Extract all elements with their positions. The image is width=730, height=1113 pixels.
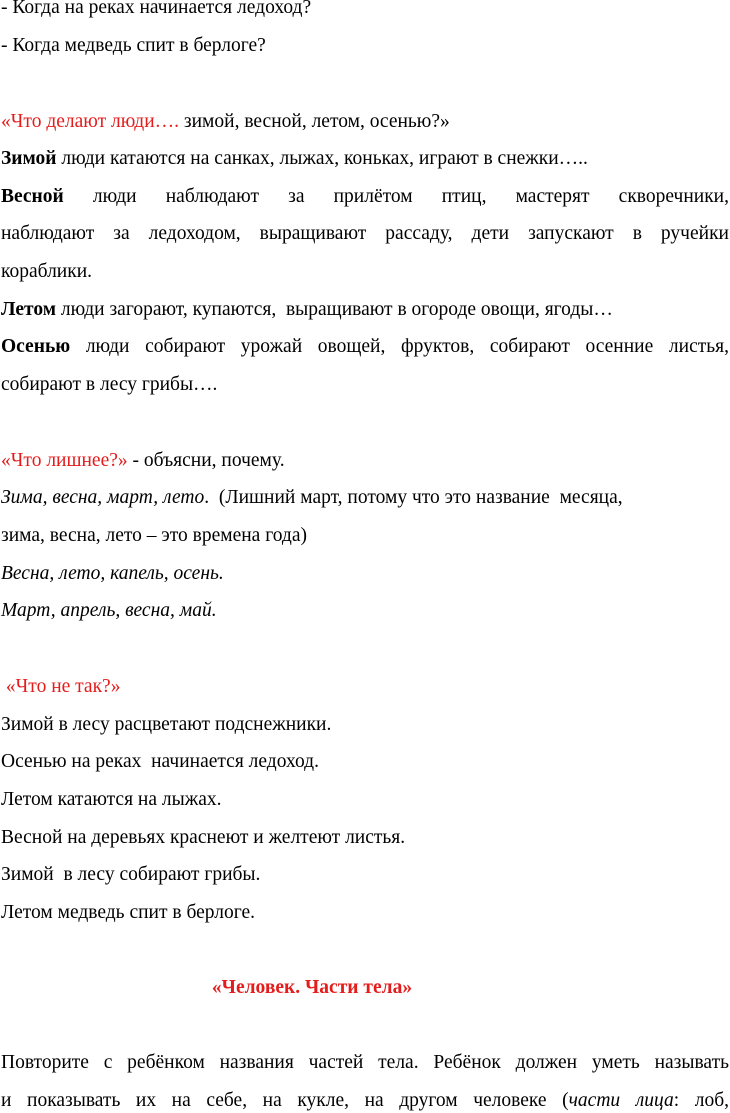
summer-line xyxy=(1,298,730,322)
section-heading-body-parts: «Человек. Части тела» xyxy=(211,977,413,998)
wrong-statement: Осенью на реках начинается ледоход. xyxy=(1,751,319,772)
section-title-rest: - объясни, почему. xyxy=(127,450,285,471)
paragraph-text-end: : лоб, xyxy=(673,1090,730,1111)
paragraph-italic-term: части лица xyxy=(568,1090,674,1111)
section-title-what-people-do xyxy=(1,110,730,134)
autumn-line-2: собирают в лесу грибы…. xyxy=(1,374,218,395)
wrong-statement: Зимой в лесу собирают грибы. xyxy=(1,864,261,885)
season-label-summer: Летом xyxy=(1,299,57,320)
winter-text: люди катаются на санках, лыжах, коньках, играют в снежки….. xyxy=(56,148,588,169)
autumn-text-1: люди собирают урожай овощей, фруктов, собирают осенние листья, xyxy=(70,336,729,357)
spring-line-3: кораблики. xyxy=(1,261,93,282)
winter-line xyxy=(1,147,730,171)
body-parts-paragraph-line-2 xyxy=(1,1089,729,1113)
question-line: - Когда на реках начинается ледоход? xyxy=(1,0,312,18)
odd-row-2: Весна, лето, капель, осень. xyxy=(1,563,224,584)
odd-row-1 xyxy=(1,486,730,510)
odd-row-1-continued: зима, весна, лето – это времена года) xyxy=(1,525,307,546)
section-title-rest: зимой, весной, летом, осенью?» xyxy=(179,111,450,132)
season-label-autumn: Осенью xyxy=(1,336,71,357)
spring-line-1 xyxy=(1,185,729,209)
wrong-statement: Зимой в лесу расцветают подснежники. xyxy=(1,714,332,735)
spring-text-1: люди наблюдают за прилётом птиц, мастерят скворечники, xyxy=(63,186,729,207)
odd-row-1-words: Зима, весна, март, лето xyxy=(1,487,205,508)
wrong-statement: Весной на деревьях краснеют и желтеют листья. xyxy=(1,827,406,848)
season-label-winter: Зимой xyxy=(1,148,57,169)
spring-line-2: наблюдают за ледоходом, выращивают рассаду, дети запускают в ручейки xyxy=(1,223,729,244)
odd-row-3: Март, апрель, весна, май. xyxy=(1,600,217,621)
season-label-spring: Весной xyxy=(1,186,64,207)
paragraph-text: и показывать их на себе, на кукле, на другом человеке ( xyxy=(1,1090,569,1111)
body-parts-paragraph-line-1: Повторите с ребёнком названия частей тела. Ребёнок должен уметь называть xyxy=(1,1052,729,1073)
section-title-odd-one-out xyxy=(1,449,730,473)
wrong-statement: Летом медведь спит в берлоге. xyxy=(1,902,256,923)
question-line: - Когда медведь спит в берлоге? xyxy=(1,35,266,56)
section-title-red: «Что делают люди…. xyxy=(1,111,180,132)
odd-row-1-explanation: . (Лишний март, потому что это название месяца, xyxy=(204,487,623,508)
summer-text: люди загорают, купаются, выращивают в огороде овощи, ягоды… xyxy=(56,299,613,320)
autumn-line-1 xyxy=(1,335,729,359)
section-title-whats-wrong: «Что не так?» xyxy=(1,676,121,697)
wrong-statement: Летом катаются на лыжах. xyxy=(1,789,222,810)
section-title-red: «Что лишнее?» xyxy=(1,450,128,471)
